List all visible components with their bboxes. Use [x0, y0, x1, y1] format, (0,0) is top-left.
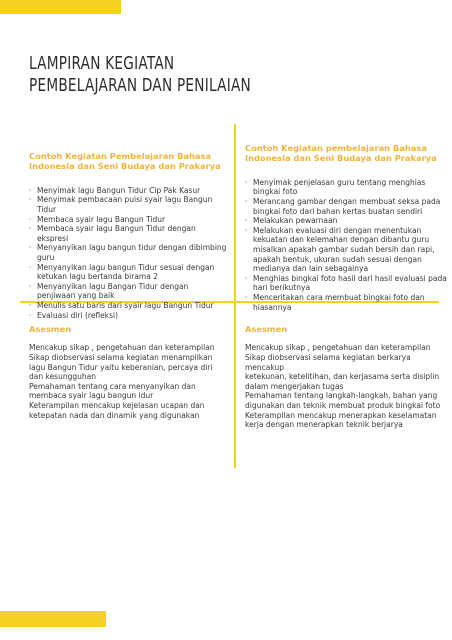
activity-list — [245, 178, 450, 312]
activity-list — [29, 186, 229, 320]
page-title-line-2: PEMBELAJARAN DAN PENILAIAN — [29, 76, 251, 96]
quadrant-assessment-right — [245, 324, 450, 430]
list-item: · Membaca syair lagu Bangun Tidur dengan ekspresi — [29, 224, 229, 243]
text-line: ketepatan nada dan dinamik yang digunakan — [29, 410, 200, 420]
text-line: dalam mengerjakan tugas — [245, 381, 344, 391]
text-line: Sikap diobservasi selama kegiatan berkarya mencakup — [245, 353, 411, 372]
quadrant-activities-right — [245, 143, 450, 312]
text-line: dan kesungguhan — [29, 372, 96, 382]
section-heading: Asesmen — [245, 324, 288, 334]
list-item: · Menyanyikan lagu bangun Tidur sesuai dengan ketukan lagu bertanda birama 2 — [29, 263, 229, 282]
text-line: membaca syair lagu bangun idur — [29, 391, 154, 401]
list-item: · Menyimak lagu Bangun Tidur Cip Pak Kasur — [29, 186, 229, 196]
bottom-accent-bar — [0, 611, 106, 627]
list-item: · Menulis satu baris dari syair lagu Bangun Tidur — [29, 301, 229, 311]
list-item: · Membaca syair lagu Bangun Tidur — [29, 215, 229, 225]
section-heading: Contoh Kegiatan Pembelajaran Bahasa Indonesia dan Seni Budaya dan Prakarya — [29, 151, 221, 172]
text-line: ketekunan, ketelitihan, dan kerjasama serta disiplin — [245, 372, 440, 382]
list-item: · Menghias bingkai foto hasil dari hasil evaluasi pada hari berikutnya — [245, 274, 450, 293]
list-item: · Melakukan pewarnaan — [245, 216, 450, 226]
list-item: · Menyimak pembacaan puisi syair lagu Bangun Tidur — [29, 195, 229, 214]
quadrant-assessment-left — [29, 324, 229, 420]
list-item: · Menyimak penjelasan guru tentang menghias bingkai foto — [245, 178, 450, 197]
quadrant-activities-left — [29, 151, 229, 320]
vertical-divider — [234, 124, 236, 468]
page-title-line-1: LAMPIRAN KEGIATAN — [29, 54, 175, 74]
text-line: Mencakup sikap , pengetahuan dan keterampilan — [29, 343, 215, 353]
top-accent-bar — [0, 0, 121, 14]
list-item: · Evaluasi diri (refleksi) — [29, 311, 229, 321]
list-item: · Menyanyikan lagu bangun tidur dengan dibimbing guru — [29, 243, 229, 262]
text-line: Mencakup sikap , pengetahuan dan keterampilan — [245, 343, 431, 353]
text-line: Keterampilan mencakup kejelasan ucapan dan — [29, 400, 205, 410]
list-item: · Menyanyikan lagu Bangan Tidur dengan penjiwaan yang baik — [29, 282, 229, 301]
text-line: lagu Bangun Tidur yaitu keberanian, percaya diri — [29, 362, 213, 372]
page-title — [29, 53, 325, 97]
list-item: · Merancang gambar dengan membuat seksa pada bingkai foto dari bahan kertas buatan sendiri — [245, 197, 450, 216]
text-line: digunakan dan teknik membuat produk bingkai foto — [245, 400, 441, 410]
text-line: kerja dengan menerapkan teknik berjarya — [245, 420, 403, 430]
list-item: · Menceritakan cara membuat bingkai foto dan hiasannya — [245, 293, 450, 312]
assessment-text — [29, 343, 229, 420]
assessment-text — [245, 343, 450, 429]
text-line: Sikap diobservasi selama kegiatan menampilkan — [29, 353, 213, 362]
section-heading: Asesmen — [29, 324, 72, 334]
text-line: Keterampilan mencakup menerapkan keselamatan — [245, 410, 437, 420]
list-item: · Melakukan evaluasi diri dengan menentukan kekuatan dan kelemahan dengan dibantu guru misalkan apakah gambar sudah bersih dan rapi, apakah bentuk, ukuran sudah sesuai dengan medianya dan lain sebagainya — [245, 226, 450, 274]
text-line: Pemahaman tentang langkah-langkah, bahan yang — [245, 391, 438, 401]
section-heading: Contoh Kegiatan pembelajaran Bahasa Indonesia dan Seni Budaya dan Prakarya — [245, 143, 437, 164]
text-line: Pemahaman tentang cara menyanyikan dan — [29, 381, 196, 391]
